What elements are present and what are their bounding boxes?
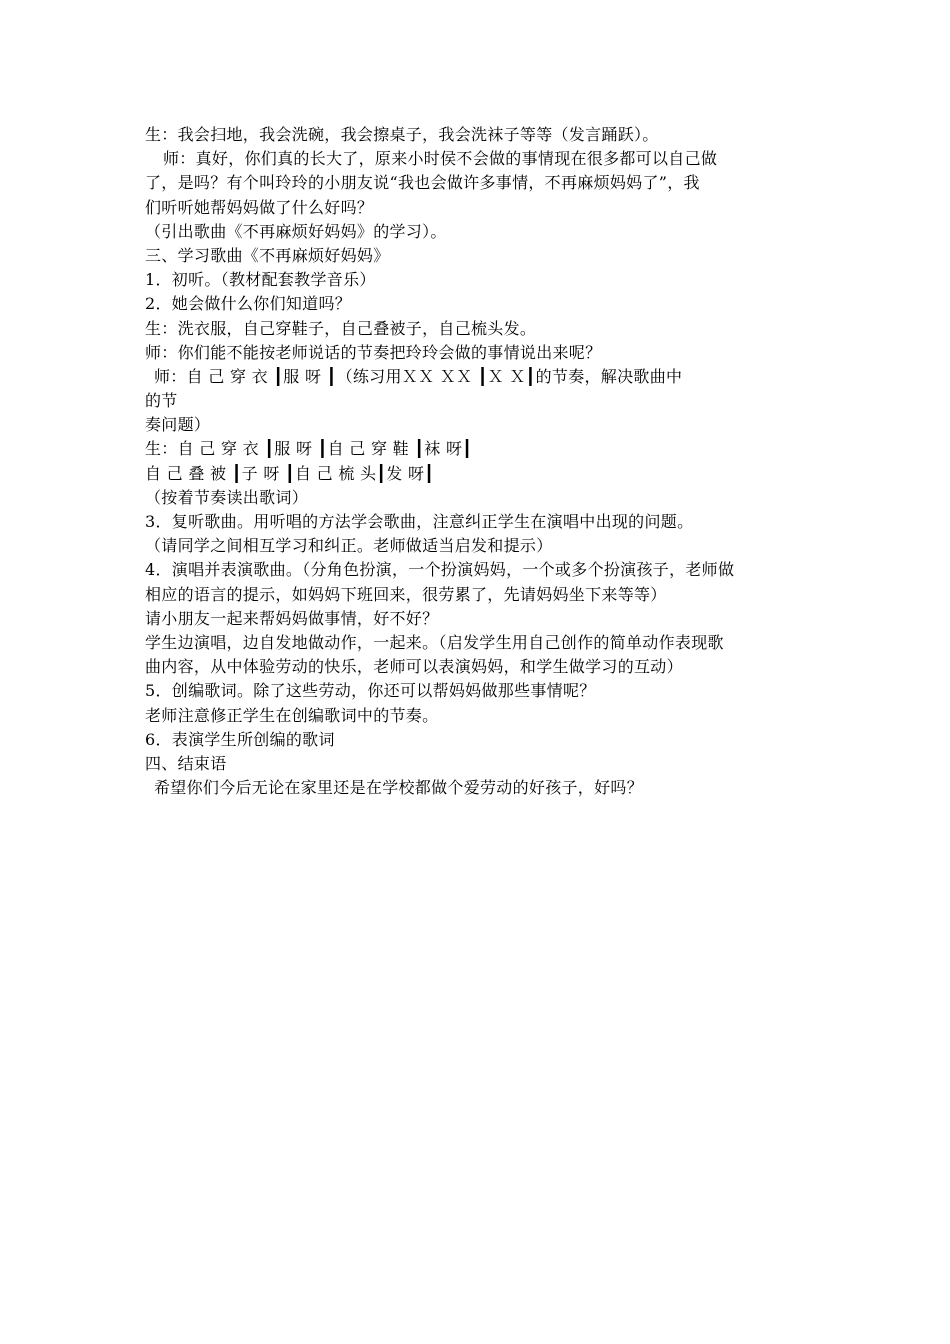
text-line: 2．她会做什么你们知道吗？ [145, 294, 352, 314]
rhythm-line: 生：自 己 穿 衣 ┃服 呀 ┃自 己 穿 鞋 ┃袜 呀┃ [145, 439, 473, 459]
section-heading: 三、学习歌曲《不再麻烦好妈妈》 [145, 245, 390, 265]
text-line: 生：我会扫地，我会洗碗，我会擦桌子，我会洗袜子等等（发言踊跃）。 [145, 125, 659, 144]
text-line: 学生边演唱，边自发地做动作，一起来。（启发学生用自己创作的简单动作表现歌 [145, 632, 724, 652]
text-line: 老师注意修正学生在创编歌词中的节奏。 [145, 705, 439, 725]
text-line: （按着节奏读出歌词） [145, 487, 309, 507]
text-line: 4．演唱并表演歌曲。（分角色扮演，一个扮演妈妈，一个或多个扮演孩子，老师做 [145, 560, 735, 580]
text-line: 曲内容，从中体验劳动的快乐，老师可以表演妈妈，和学生做学习的互动） [145, 657, 683, 677]
text-line: 1．初听。（教材配套教学音乐） [145, 270, 376, 290]
rhythm-line: 自 己 叠 被 ┃子 呀 ┃自 己 梳 头┃发 呀┃ [145, 463, 435, 483]
text-line: 5．创编歌词。除了这些劳动，你还可以帮妈妈做那些事情呢？ [145, 681, 596, 701]
text-line: （请同学之间相互学习和纠正。老师做适当启发和提示） [145, 536, 553, 556]
text-line: 师：真好，你们真的长大了，原来小时侯不会做的事情现在很多都可以自己做 [163, 149, 718, 169]
text-line: 的节 [145, 391, 178, 411]
text-line: 们听听她帮妈妈做了什么好吗？ [145, 197, 374, 217]
text-line: （引出歌曲《不再麻烦好妈妈》的学习）。 [145, 221, 447, 241]
text-line: 了，是吗？有个叫玲玲的小朋友说“我也会做许多事情，不再麻烦妈妈了”，我 [145, 173, 700, 193]
text-line: 希望你们今后无论在家里还是在学校都做个爱劳动的好孩子，好吗？ [154, 778, 644, 798]
text-line: 相应的语言的提示，如妈妈下班回来，很劳累了，先请妈妈坐下来等等） [145, 584, 667, 604]
rhythm-line: 师：自 己 穿 衣 ┃服 呀 ┃（练习用ＸＸ ＸＸ ┃Ｘ Ｘ┃的节奏，解决歌曲中 [154, 366, 683, 386]
text-line: 6．表演学生所创编的歌词 [145, 729, 335, 749]
section-heading: 四、结束语 [145, 753, 227, 773]
text-line: 请小朋友一起来帮妈妈做事情，好不好？ [145, 608, 439, 628]
document-body [145, 123, 825, 800]
text-line: 师：你们能不能按老师说话的节奏把玲玲会做的事情说出来呢？ [145, 342, 602, 362]
text-line: 3．复听歌曲。用听唱的方法学会歌曲，注意纠正学生在演唱中出现的问题。 [145, 512, 694, 531]
text-line: 奏问题） [145, 415, 211, 435]
text-line: 生：洗衣服，自己穿鞋子，自己叠被子，自己梳头发。 [145, 318, 537, 338]
